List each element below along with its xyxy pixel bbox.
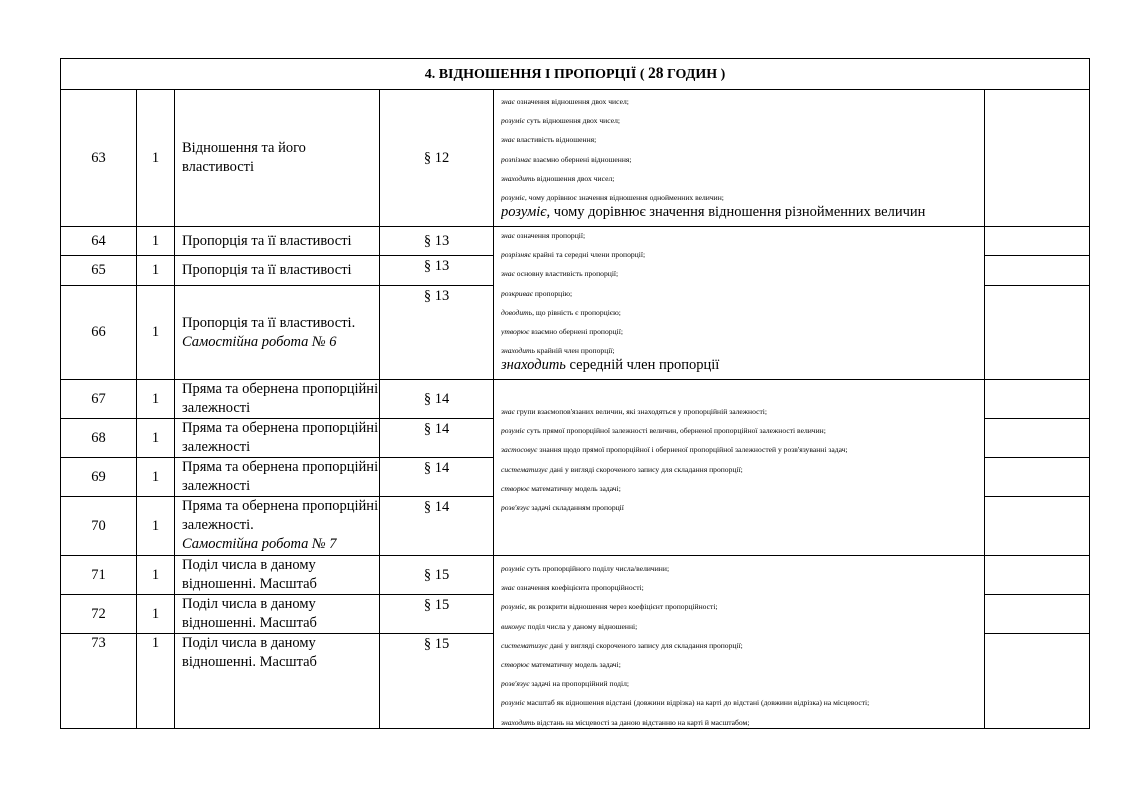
- lesson-paragraph: § 13: [380, 227, 494, 256]
- outcome-line: розуміє суть відношення двох чисел;: [501, 117, 620, 126]
- lesson-topic: [175, 634, 380, 729]
- notes-cell: [985, 634, 1090, 729]
- lesson-hours: 1: [137, 90, 175, 227]
- outcome-line: виконує поділ числа у даному відношенні;: [501, 622, 638, 631]
- lesson-hours: 1: [137, 256, 175, 286]
- lesson-paragraph: § 13: [380, 286, 494, 380]
- outcome-line: розуміє, як розкрити відношення через коефіцієнт пропорційності;: [501, 603, 718, 612]
- lesson-number: 69: [61, 458, 137, 497]
- table-row: [61, 227, 1090, 256]
- lesson-paragraph: § 15: [380, 556, 494, 595]
- topic-subtitle: Самостійна робота № 7: [182, 536, 337, 552]
- outcome-line: доводить, що рівність є пропорцією;: [501, 308, 621, 317]
- outcome-line: знає основну властивість пропорції;: [501, 270, 619, 279]
- outcome-line: знає групи взаємопов'язаних величин, які знаходяться у пропорційній залежності;: [501, 408, 767, 416]
- outcomes-cell: [494, 90, 985, 227]
- notes-cell: [985, 497, 1090, 556]
- outcome-line: систематизує дані у вигляді скороченого запису для складання пропорції;: [501, 465, 743, 474]
- notes-cell: [985, 286, 1090, 380]
- outcome-line: знає означення коефіцієнта пропорційності;: [501, 584, 644, 593]
- topic-text: Пряма та обернена пропорційні залежності: [182, 381, 379, 416]
- outcome-line: розв'язує задачі складанням пропорції: [501, 503, 624, 512]
- outcome-line: знаходить відстань на місцевості за даною відстанню на карті й масштабом;: [501, 718, 750, 727]
- section-header: [61, 59, 1090, 90]
- outcomes-cell: [494, 227, 985, 380]
- topic-text: Поділ числа в даному відношенні. Масштаб: [182, 635, 317, 670]
- outcome-line: розуміє суть пропорційного поділу числа/величини;: [501, 565, 670, 573]
- outcome-line: знає означення відношення двох чисел;: [501, 98, 629, 106]
- lesson-topic: [175, 380, 380, 419]
- lesson-hours: 1: [137, 634, 175, 729]
- notes-cell: [985, 256, 1090, 286]
- notes-cell: [985, 380, 1090, 419]
- outcome-line: розкриває пропорцію;: [501, 289, 573, 298]
- lesson-number: 67: [61, 380, 137, 419]
- lesson-topic: [175, 286, 380, 380]
- outcome-line: розв'язує задачі на пропорційний поділ;: [501, 680, 630, 689]
- topic-text: Пряма та обернена пропорційні залежності: [182, 459, 379, 494]
- lesson-topic: [175, 497, 380, 556]
- outcome-line: знає властивість відношення;: [501, 136, 597, 145]
- lesson-hours: 1: [137, 497, 175, 556]
- lesson-topic: [175, 458, 380, 497]
- lesson-topic: [175, 595, 380, 634]
- lesson-paragraph: § 15: [380, 634, 494, 729]
- topic-text: Пропорція та її властивості.: [182, 314, 356, 331]
- lesson-paragraph: § 13: [380, 256, 494, 286]
- table-row: [61, 90, 1090, 227]
- outcome-line: знаходить крайній член пропорції;: [501, 347, 615, 356]
- outcome-line: знає означення пропорції;: [501, 232, 586, 240]
- lesson-number: 66: [61, 286, 137, 380]
- notes-cell: [985, 595, 1090, 634]
- outcome-line: утворює взаємно обернені пропорції;: [501, 327, 623, 336]
- outcome-line: розпізнає взаємно обернені відношення;: [501, 155, 632, 164]
- lesson-paragraph: § 14: [380, 419, 494, 458]
- notes-cell: [985, 419, 1090, 458]
- lesson-number: 63: [61, 90, 137, 227]
- topic-text: Поділ числа в даному відношенні. Масштаб: [182, 557, 317, 592]
- notes-cell: [985, 556, 1090, 595]
- lesson-topic: [175, 90, 380, 227]
- outcome-line: знаходить відношення двох чисел;: [501, 174, 615, 183]
- lesson-paragraph: § 15: [380, 595, 494, 634]
- lesson-number: 68: [61, 419, 137, 458]
- topic-text: Поділ числа в даному відношенні. Масштаб: [182, 596, 317, 631]
- topic-text: Відношення та його властивості: [182, 140, 306, 175]
- topic-subtitle: Самостійна робота № 6: [182, 333, 337, 350]
- outcome-line: систематизує дані у вигляді скороченого запису для складання пропорції;: [501, 641, 743, 650]
- lesson-number: 65: [61, 256, 137, 286]
- outcome-line: створює математичну модель задачі;: [501, 484, 621, 493]
- outcomes-cell: [494, 380, 985, 556]
- outcome-line: застосовує знання щодо прямої пропорційної і оберненої пропорційної залежностей у розв'язуванні задач;: [501, 446, 848, 455]
- outcome-line: розрізняє крайні та середні члени пропорції;: [501, 251, 646, 260]
- lesson-hours: 1: [137, 458, 175, 497]
- outcome-line: створює математичну модель задачі;: [501, 660, 621, 669]
- section-hours: 28: [647, 65, 664, 82]
- lesson-paragraph: § 14: [380, 497, 494, 556]
- outcome-line: розуміє суть прямої пропорційної залежності величин, оберненої пропорційної залежності величин;: [501, 427, 826, 436]
- curriculum-table: [60, 58, 1090, 729]
- lesson-hours: 1: [137, 595, 175, 634]
- lesson-topic: [175, 256, 380, 286]
- topic-text: Пропорція та її властивості: [182, 262, 352, 278]
- lesson-paragraph: § 12: [380, 90, 494, 227]
- lesson-number: 72: [61, 595, 137, 634]
- topic-text: Пряма та обернена пропорційні залежності: [182, 420, 379, 455]
- outcome-line: розуміє, чому дорівнює значення відношення різнойменних величин: [501, 204, 926, 220]
- lesson-topic: [175, 227, 380, 256]
- lesson-number: 73: [61, 634, 137, 729]
- lesson-topic: [175, 556, 380, 595]
- outcome-line: знаходить середній член пропорції: [501, 358, 720, 374]
- lesson-hours: 1: [137, 380, 175, 419]
- lesson-paragraph: § 14: [380, 380, 494, 419]
- lesson-topic: [175, 419, 380, 458]
- outcomes-cell: [494, 556, 985, 729]
- lesson-hours: 1: [137, 556, 175, 595]
- section-title-suffix: ГОДИН ): [666, 67, 726, 82]
- notes-cell: [985, 458, 1090, 497]
- outcome-line: розуміє, чому дорівнює значення відношення однойменних величин;: [501, 193, 724, 202]
- lesson-hours: 1: [137, 286, 175, 380]
- topic-text: Пряма та обернена пропорційні залежності.: [182, 498, 379, 533]
- lesson-hours: 1: [137, 419, 175, 458]
- lesson-paragraph: § 14: [380, 458, 494, 497]
- notes-cell: [985, 227, 1090, 256]
- lesson-number: 70: [61, 497, 137, 556]
- outcome-line: розуміє масштаб як відношення відстані (довжини відрізка) на карті до відстані (довжини відрізка) на місцевості;: [501, 699, 870, 708]
- table-row: [61, 380, 1090, 419]
- topic-text: Пропорція та її властивості: [182, 232, 352, 249]
- section-title-prefix: 4. ВІДНОШЕННЯ І ПРОПОРЦІЇ (: [424, 67, 645, 82]
- lesson-number: 71: [61, 556, 137, 595]
- lesson-number: 64: [61, 227, 137, 256]
- table-row: [61, 556, 1090, 595]
- lesson-hours: 1: [137, 227, 175, 256]
- notes-cell: [985, 90, 1090, 227]
